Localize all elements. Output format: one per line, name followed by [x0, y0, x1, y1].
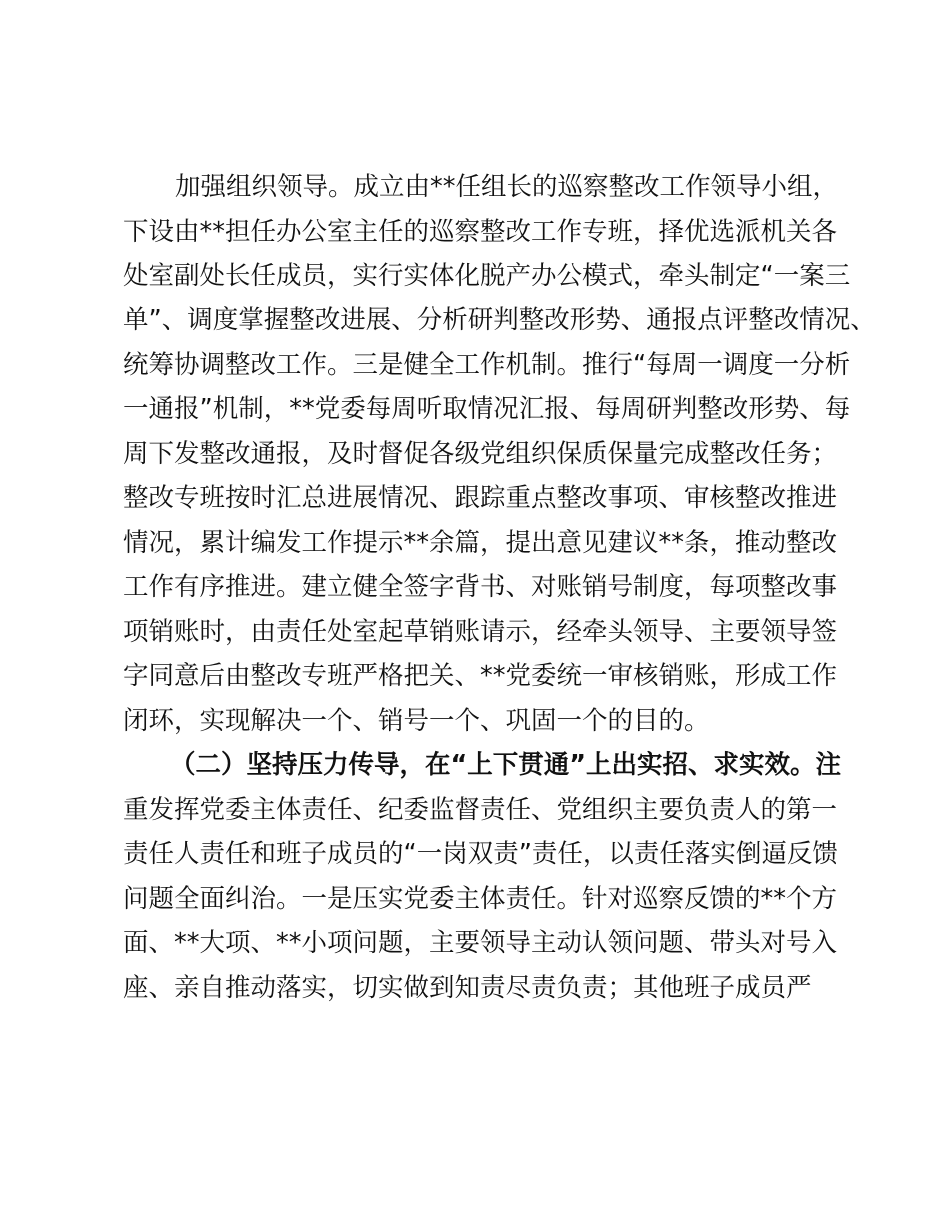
- paragraph-line: 问题全面纠治。一是压实党委主体责任。针对巡察反馈的**个方: [123, 884, 838, 914]
- paragraph-line: 字同意后由整改专班严格把关、**党委统一审核销账，形成工作: [123, 661, 838, 691]
- section-heading-line: （二）坚持压力传导，在“上下贯通”上出实招、求实效。注: [170, 750, 842, 780]
- paragraph-line: 情况，累计编发工作提示**余篇，提出意见建议**条，推动整改: [123, 528, 838, 558]
- paragraph-line: 工作有序推进。建立健全签字背书、对账销号制度，每项整改事: [123, 572, 838, 602]
- paragraph-line: 加强组织领导。成立由**任组长的巡察整改工作领导小组，: [175, 172, 839, 202]
- paragraph-line: 统筹协调整改工作。三是健全工作机制。推行“每周一调度一分析: [123, 350, 851, 380]
- paragraph-line: 下设由**担任办公室主任的巡察整改工作专班，择优选派机关各: [123, 217, 838, 247]
- paragraph-line: 整改专班按时汇总进展情况、跟踪重点整改事项、审核整改推进: [123, 483, 838, 513]
- paragraph-line: 面、**大项、**小项问题，主要领导主动认领问题、带头对号入: [123, 928, 838, 958]
- paragraph-line: 一通报”机制，**党委每周听取情况汇报、每周研判整改形势、每: [123, 394, 851, 424]
- paragraph-line: 周下发整改通报，及时督促各级党组织保质保量完成整改任务；: [123, 439, 838, 469]
- paragraph-line: 责任人责任和班子成员的“一岗双责”责任，以责任落实倒逼反馈: [123, 839, 838, 869]
- paragraph-line: 闭环，实现解决一个、销号一个、巩固一个的目的。: [123, 706, 710, 736]
- paragraph-line: 重发挥党委主体责任、纪委监督责任、党组织主要负责人的第一: [123, 795, 838, 825]
- paragraph-line: 处室副处长任成员，实行实体化脱产办公模式，牵头制定“一案三: [123, 261, 851, 291]
- paragraph-line: 单”、调度掌握整改进展、分析研判整改形势、通报点评整改情况、: [123, 305, 876, 335]
- paragraph-line: 座、亲自推动落实，切实做到知责尽责负责；其他班子成员严: [123, 973, 812, 1003]
- paragraph-line: 项销账时，由责任处室起草销账请示，经牵头领导、主要领导签: [123, 617, 838, 647]
